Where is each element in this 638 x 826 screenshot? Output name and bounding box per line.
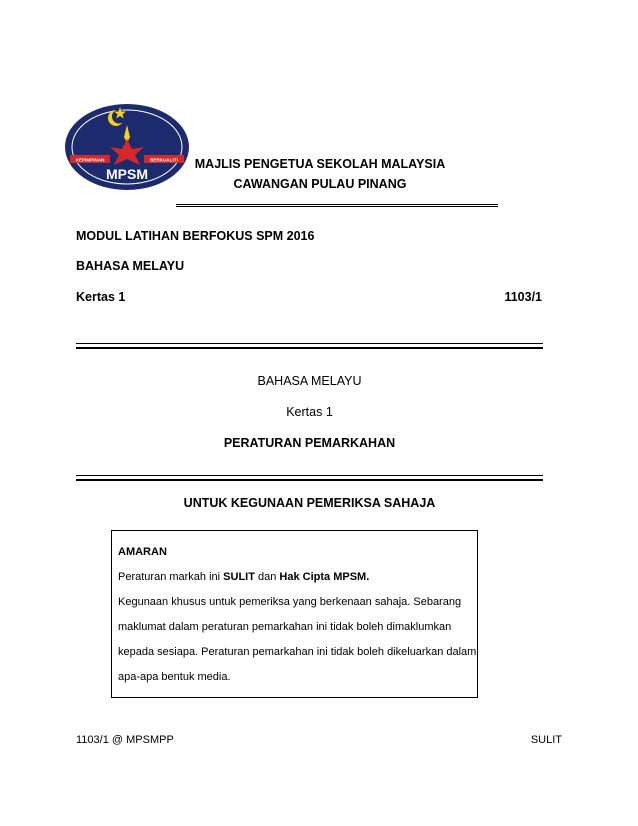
logo-name: MPSM bbox=[106, 166, 148, 182]
council-name: MAJLIS PENGETUA SEKOLAH MALAYSIA bbox=[194, 157, 446, 171]
warning-heading: AMARAN bbox=[118, 546, 167, 558]
double-rule-bottom bbox=[76, 475, 543, 481]
branch-name: CAWANGAN PULAU PINANG bbox=[233, 177, 407, 191]
warning-line-1: Peraturan markah ini SULIT dan Hak Cipta MPSM. bbox=[118, 571, 370, 583]
paper-code: 1103/1 bbox=[504, 290, 542, 304]
warning-line-3: maklumat dalam peraturan pemarkahan ini tidak boleh dimaklumkan bbox=[118, 621, 452, 633]
paper-label: Kertas 1 bbox=[76, 290, 126, 304]
warning-line-2: Kegunaan khusus untuk pemeriksa yang berkenaan sahaja. Sebarang bbox=[118, 596, 462, 608]
footer-code: 1103/1 @ MPSMPP bbox=[76, 734, 174, 746]
warning-line-4: kepada sesiapa. Peraturan pemarkahan ini tidak boleh dikeluarkan dalam bbox=[118, 646, 477, 658]
header-divider-2 bbox=[176, 206, 498, 207]
examiner-note: UNTUK KEGUNAAN PEMERIKSA SAHAJA bbox=[183, 496, 436, 510]
ribbon-right-text: BERKUALITI bbox=[150, 157, 178, 163]
double-rule-top bbox=[76, 343, 543, 349]
ribbon-left-text: KEPIMPINAN bbox=[75, 157, 105, 163]
warning-line-5: apa-apa bentuk media. bbox=[118, 671, 231, 683]
module-title: MODUL LATIHAN BERFOKUS SPM 2016 bbox=[76, 229, 315, 243]
footer-classification: SULIT bbox=[530, 734, 562, 746]
center-subject: BAHASA MELAYU bbox=[257, 374, 362, 388]
subject-label: BAHASA MELAYU bbox=[76, 259, 185, 273]
warning-box bbox=[111, 530, 478, 698]
document-title: PERATURAN PEMARKAHAN bbox=[223, 436, 396, 450]
center-paper: Kertas 1 bbox=[286, 405, 333, 419]
header-divider bbox=[176, 204, 498, 205]
